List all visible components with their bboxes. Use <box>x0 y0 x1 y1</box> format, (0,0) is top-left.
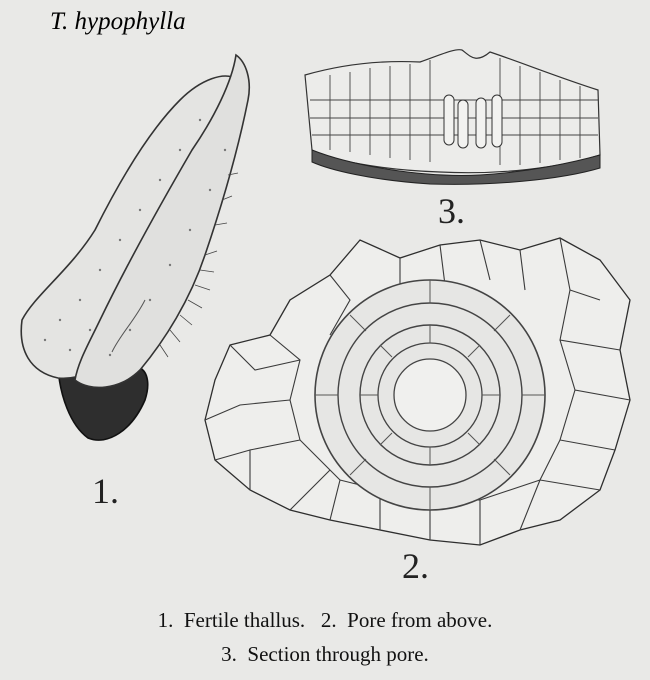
caption-line-2: 3. Section through pore. <box>221 642 429 666</box>
pore-opening <box>394 359 466 431</box>
caption-line-1: 1. Fertile thallus. 2. Pore from above. <box>157 608 493 632</box>
plate-title: T. hypophylla <box>50 8 186 35</box>
figure-2-number: 2. <box>402 546 429 586</box>
figure-3-number: 3. <box>438 191 465 231</box>
figure-1-number: 1. <box>92 471 119 511</box>
